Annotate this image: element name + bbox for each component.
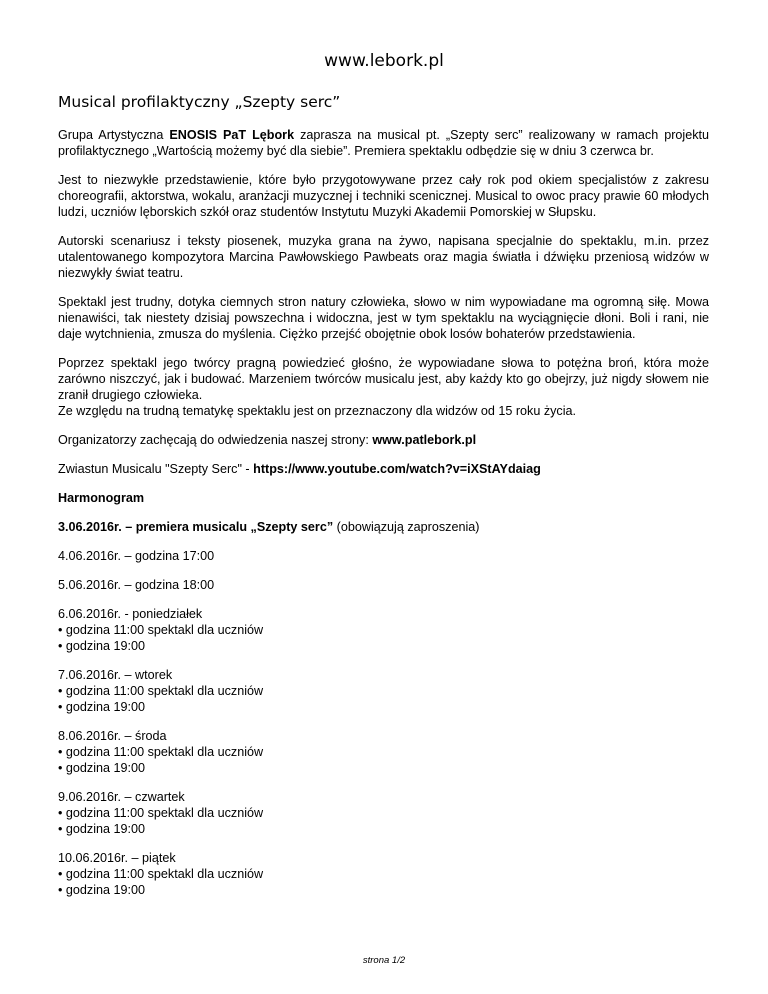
- schedule-entry: [58, 728, 709, 776]
- schedule-entry-date: 4.06.2016r. – godzina 17:00: [58, 549, 215, 563]
- article-body: [58, 127, 709, 911]
- schedule-entry-date: 6.06.2016r. - poniedziałek: [58, 607, 203, 621]
- paragraph-theme: Spektakl jest trudny, dotyka ciemnych stron natury człowieka, słowo w nim wypowiadane ma ogromną siłę. Mowa nienawiści, tak niestety dzisiaj powszechna i widoczna, jest w tym spektaklu na wyciągnięcie dłoni. Boli i rani, nie daje wytchnienia, zmusza do myślenia. Ciężko przejść obojętnie obok losów bohaterów przedstawienia.: [58, 295, 709, 341]
- schedule-entry-date: 7.06.2016r. – wtorek: [58, 668, 173, 682]
- schedule-entry-item: • godzina 19:00: [58, 639, 146, 653]
- schedule-entry-item: • godzina 19:00: [58, 822, 146, 836]
- schedule-entry: [58, 850, 709, 898]
- website-link[interactable]: www.patlebork.pl: [372, 433, 477, 447]
- paragraph-preparation: Jest to niezwykłe przedstawienie, które było przygotowywane przez cały rok pod okiem specjalistów z zakresu choreografii, aktorstwa, wokalu, aranżacji muzycznej i techniki scenicznej. Musical to owoc pracy prawie 60 młodych ludzi, uczniów lęborskich szkół oraz studentów Instytutu Muzyki Akademii Pomorskiej w Słupsku.: [58, 173, 709, 219]
- trailer-prefix: Zwiastun Musicalu "Szepty Serc" -: [58, 462, 254, 476]
- paragraph-message: [58, 355, 709, 419]
- site-header: www.lebork.pl: [324, 51, 444, 71]
- schedule-heading: Harmonogram: [58, 491, 145, 505]
- website-prefix: Organizatorzy zachęcają do odwiedzenia naszej strony:: [58, 433, 373, 447]
- schedule-list: [58, 548, 709, 898]
- schedule-entry-item: • godzina 11:00 spektakl dla uczniów: [58, 806, 264, 820]
- intro-suffix: zaprasza na musical pt. „Szepty serc” realizowany w ramach projektu profilaktycznego „Wartością możemy być dla siebie”. Premiera spektaklu odbędzie się w dniu 3 czerwca br.: [58, 128, 710, 158]
- schedule-entry-item: • godzina 19:00: [58, 761, 146, 775]
- page-number: strona 1/2: [362, 955, 406, 966]
- group-name: ENOSIS PaT Lębork: [169, 128, 295, 142]
- schedule-entry-date: 8.06.2016r. – środa: [58, 729, 167, 743]
- schedule-entry-date: 10.06.2016r. – piątek: [58, 851, 176, 865]
- website-line: [58, 432, 709, 448]
- intro-paragraph: [58, 127, 709, 159]
- schedule-entry: [58, 606, 709, 654]
- trailer-link[interactable]: https://www.youtube.com/watch?v=iXStAYdaiag: [253, 462, 541, 476]
- schedule-entry-item: • godzina 19:00: [58, 883, 146, 897]
- schedule-entry-item: • godzina 11:00 spektakl dla uczniów: [58, 745, 264, 759]
- page-title: Musical profilaktyczny „Szepty serc”: [58, 93, 341, 111]
- paragraph-music: Autorski scenariusz i teksty piosenek, muzyka grana na żywo, napisana specjalnie do spektaklu, m.in. przez utalentowanego kompozytora Marcina Pawłowskiego Pawbeats oraz magia światła i dźwięku przeniosą widzów w niezwykły świat teatru.: [58, 234, 709, 280]
- intro-prefix: Grupa Artystyczna: [58, 128, 170, 142]
- schedule-entry-date: 5.06.2016r. – godzina 18:00: [58, 578, 215, 592]
- message-line-2: Ze względu na trudną tematykę spektaklu jest on przeznaczony dla widzów od 15 roku życia.: [58, 404, 577, 418]
- schedule-entry-item: • godzina 11:00 spektakl dla uczniów: [58, 867, 264, 881]
- schedule-entry: [58, 548, 709, 564]
- schedule-entry-item: • godzina 19:00: [58, 700, 146, 714]
- trailer-line: [58, 461, 709, 477]
- schedule-entry-item: • godzina 11:00 spektakl dla uczniów: [58, 684, 264, 698]
- schedule-entry: [58, 667, 709, 715]
- schedule-entry: [58, 577, 709, 593]
- premiere-note: (obowiązują zaproszenia): [333, 520, 480, 534]
- message-line-1: Poprzez spektakl jego twórcy pragną powiedzieć głośno, że wypowiadane słowa to potężna broń, która może zarówno niszczyć, jak i budować. Marzeniem twórców musicalu jest, aby każdy kto go obejrzy, już nigdy słowem nie zranił drugiego człowieka.: [58, 356, 709, 402]
- schedule-entry: [58, 789, 709, 837]
- premiere-date: 3.06.2016r. – premiera musicalu „Szepty serc”: [58, 520, 334, 534]
- schedule-premiere: [58, 519, 709, 535]
- schedule-entry-item: • godzina 11:00 spektakl dla uczniów: [58, 623, 264, 637]
- schedule-entry-date: 9.06.2016r. – czwartek: [58, 790, 185, 804]
